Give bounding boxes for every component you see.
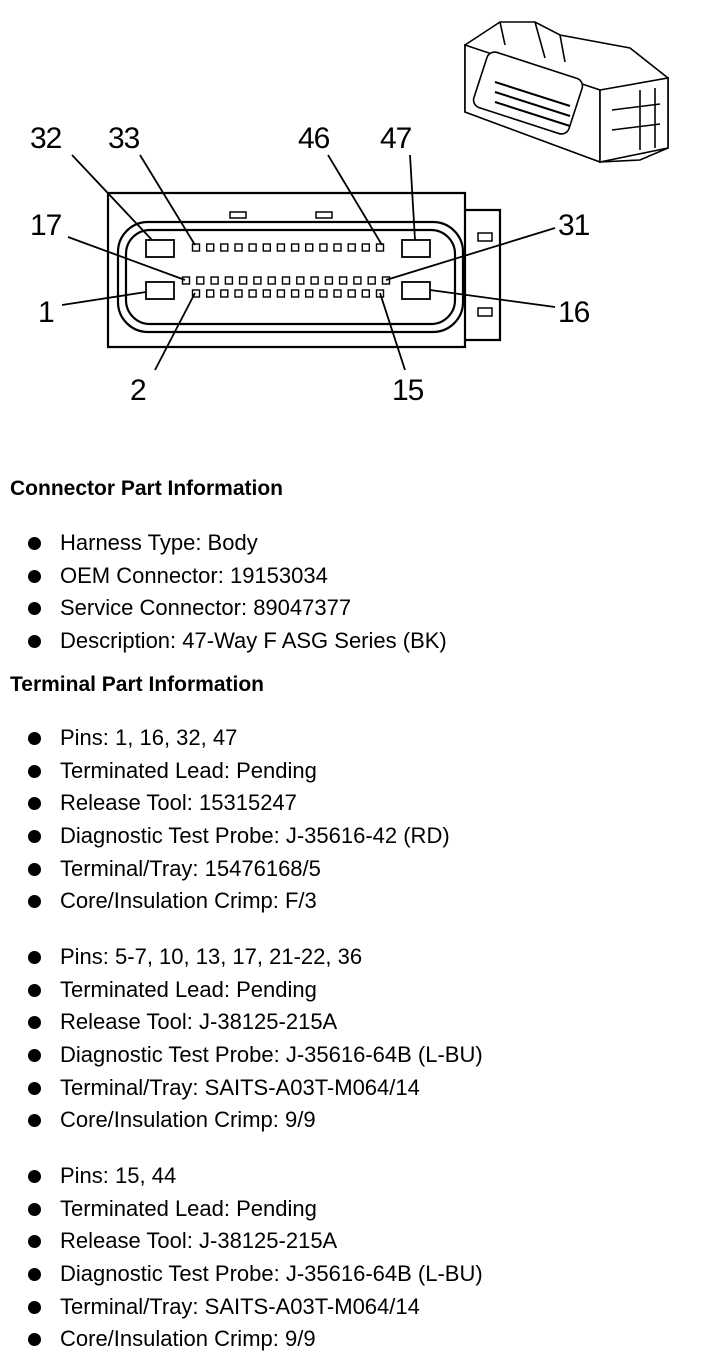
bullet-icon [28, 732, 41, 745]
list-item: Core/Insulation Crimp: 9/9 [28, 1104, 483, 1137]
list-item: Terminal/Tray: SAITS-A03T-M064/14 [28, 1072, 483, 1105]
leader-lines [62, 155, 555, 370]
connector-face [108, 193, 500, 347]
cavity-middle-row [354, 277, 361, 284]
terminal-group-1 [28, 722, 450, 918]
cavity-top-row [249, 244, 256, 251]
cavity-bottom-row [277, 290, 284, 297]
cavity-bottom-row [263, 290, 270, 297]
bullet-icon [28, 1016, 41, 1029]
cavity-bottom-row [362, 290, 369, 297]
list-item: Terminated Lead: Pending [28, 755, 450, 788]
list-item: Pins: 15, 44 [28, 1160, 483, 1193]
cavity-bottom-row [249, 290, 256, 297]
cavity-top-row [292, 244, 299, 251]
terminal-part-heading: Terminal Part Information [10, 673, 264, 696]
bullet-icon [28, 797, 41, 810]
cavity-middle-row [183, 277, 190, 284]
cavity-top-row [235, 244, 242, 251]
bullet-icon [28, 765, 41, 778]
cavity-top-row [306, 244, 313, 251]
list-item: Release Tool: J-38125-215A [28, 1006, 483, 1039]
cavity-top-row [221, 244, 228, 251]
pin-label-32: 32 [30, 122, 62, 155]
list-item: Description: 47-Way F ASG Series (BK) [28, 625, 447, 658]
cavity-middle-row [240, 277, 247, 284]
cavity-bottom-row [348, 290, 355, 297]
cavity-bottom-row [306, 290, 313, 297]
cavity-bottom-row [320, 290, 327, 297]
bullet-icon [28, 537, 41, 550]
bullet-icon [28, 895, 41, 908]
cavity-bottom-row [235, 290, 242, 297]
bullet-icon [28, 602, 41, 615]
list-item: Diagnostic Test Probe: J-35616-64B (L-BU) [28, 1258, 483, 1291]
list-item: Pins: 1, 16, 32, 47 [28, 722, 450, 755]
cavity-middle-row [211, 277, 218, 284]
cavity-middle-row [311, 277, 318, 284]
cavity-top-row [377, 244, 384, 251]
cavity-middle-row [368, 277, 375, 284]
cavity-top-row [362, 244, 369, 251]
cavity-top-row [263, 244, 270, 251]
list-item: Release Tool: 15315247 [28, 787, 450, 820]
pin-label-46: 46 [298, 122, 330, 155]
list-item: Diagnostic Test Probe: J-35616-42 (RD) [28, 820, 450, 853]
list-item: Harness Type: Body [28, 527, 447, 560]
bullet-icon [28, 1082, 41, 1095]
cavity-bottom-row [334, 290, 341, 297]
large-cavities [146, 240, 430, 299]
cavity-top-row [348, 244, 355, 251]
list-item: Terminated Lead: Pending [28, 974, 483, 1007]
bullet-icon [28, 570, 41, 583]
bullet-icon [28, 635, 41, 648]
cavity-16 [402, 282, 430, 299]
list-item: Core/Insulation Crimp: F/3 [28, 885, 450, 918]
cavity-bottom-row [207, 290, 214, 297]
list-item: Terminated Lead: Pending [28, 1193, 483, 1226]
bullet-icon [28, 1049, 41, 1062]
cavity-bottom-row [292, 290, 299, 297]
list-item: Release Tool: J-38125-215A [28, 1225, 483, 1258]
connector-3d-view [465, 22, 668, 162]
pin-label-47: 47 [380, 122, 412, 155]
list-item: Terminal/Tray: SAITS-A03T-M064/14 [28, 1291, 483, 1324]
cavity-top-row [320, 244, 327, 251]
cavity-47 [402, 240, 430, 257]
bullet-icon [28, 1170, 41, 1183]
bullet-icon [28, 1203, 41, 1216]
pin-label-31: 31 [558, 209, 590, 242]
cavity-bottom-row [221, 290, 228, 297]
cavity-middle-row [197, 277, 204, 284]
cavity-middle-row [254, 277, 261, 284]
cavity-top-row [277, 244, 284, 251]
cavity-1 [146, 282, 174, 299]
bullet-icon [28, 951, 41, 964]
connector-part-heading: Connector Part Information [10, 477, 284, 500]
pin-label-17: 17 [30, 209, 62, 242]
cavity-top-row [207, 244, 214, 251]
cavity-middle-row [383, 277, 390, 284]
cavity-top-row [193, 244, 200, 251]
bullet-icon [28, 1268, 41, 1281]
list-item: Service Connector: 89047377 [28, 592, 447, 625]
cavity-middle-row [268, 277, 275, 284]
bullet-icon [28, 1114, 41, 1127]
cavity-32 [146, 240, 174, 257]
cavity-middle-row [325, 277, 332, 284]
small-cavity-rows [183, 244, 390, 297]
list-item: Terminal/Tray: 15476168/5 [28, 853, 450, 886]
cavity-middle-row [225, 277, 232, 284]
bullet-icon [28, 984, 41, 997]
pin-label-33: 33 [108, 122, 140, 155]
list-item: OEM Connector: 19153034 [28, 560, 447, 593]
terminal-group-3 [28, 1160, 483, 1356]
list-item: Diagnostic Test Probe: J-35616-64B (L-BU) [28, 1039, 483, 1072]
connector-info-list [28, 527, 447, 658]
pin-label-2: 2 [130, 374, 146, 407]
list-item: Core/Insulation Crimp: 9/9 [28, 1323, 483, 1356]
connector-diagram [0, 0, 704, 440]
cavity-middle-row [340, 277, 347, 284]
bullet-icon [28, 1235, 41, 1248]
cavity-middle-row [297, 277, 304, 284]
bullet-icon [28, 863, 41, 876]
pin-label-16: 16 [558, 296, 590, 329]
pin-label-15: 15 [392, 374, 424, 407]
cavity-top-row [334, 244, 341, 251]
cavity-middle-row [283, 277, 290, 284]
pin-label-1: 1 [38, 296, 54, 329]
list-item: Pins: 5-7, 10, 13, 17, 21-22, 36 [28, 941, 483, 974]
bullet-icon [28, 830, 41, 843]
terminal-group-2 [28, 941, 483, 1137]
bullet-icon [28, 1333, 41, 1346]
bullet-icon [28, 1301, 41, 1314]
